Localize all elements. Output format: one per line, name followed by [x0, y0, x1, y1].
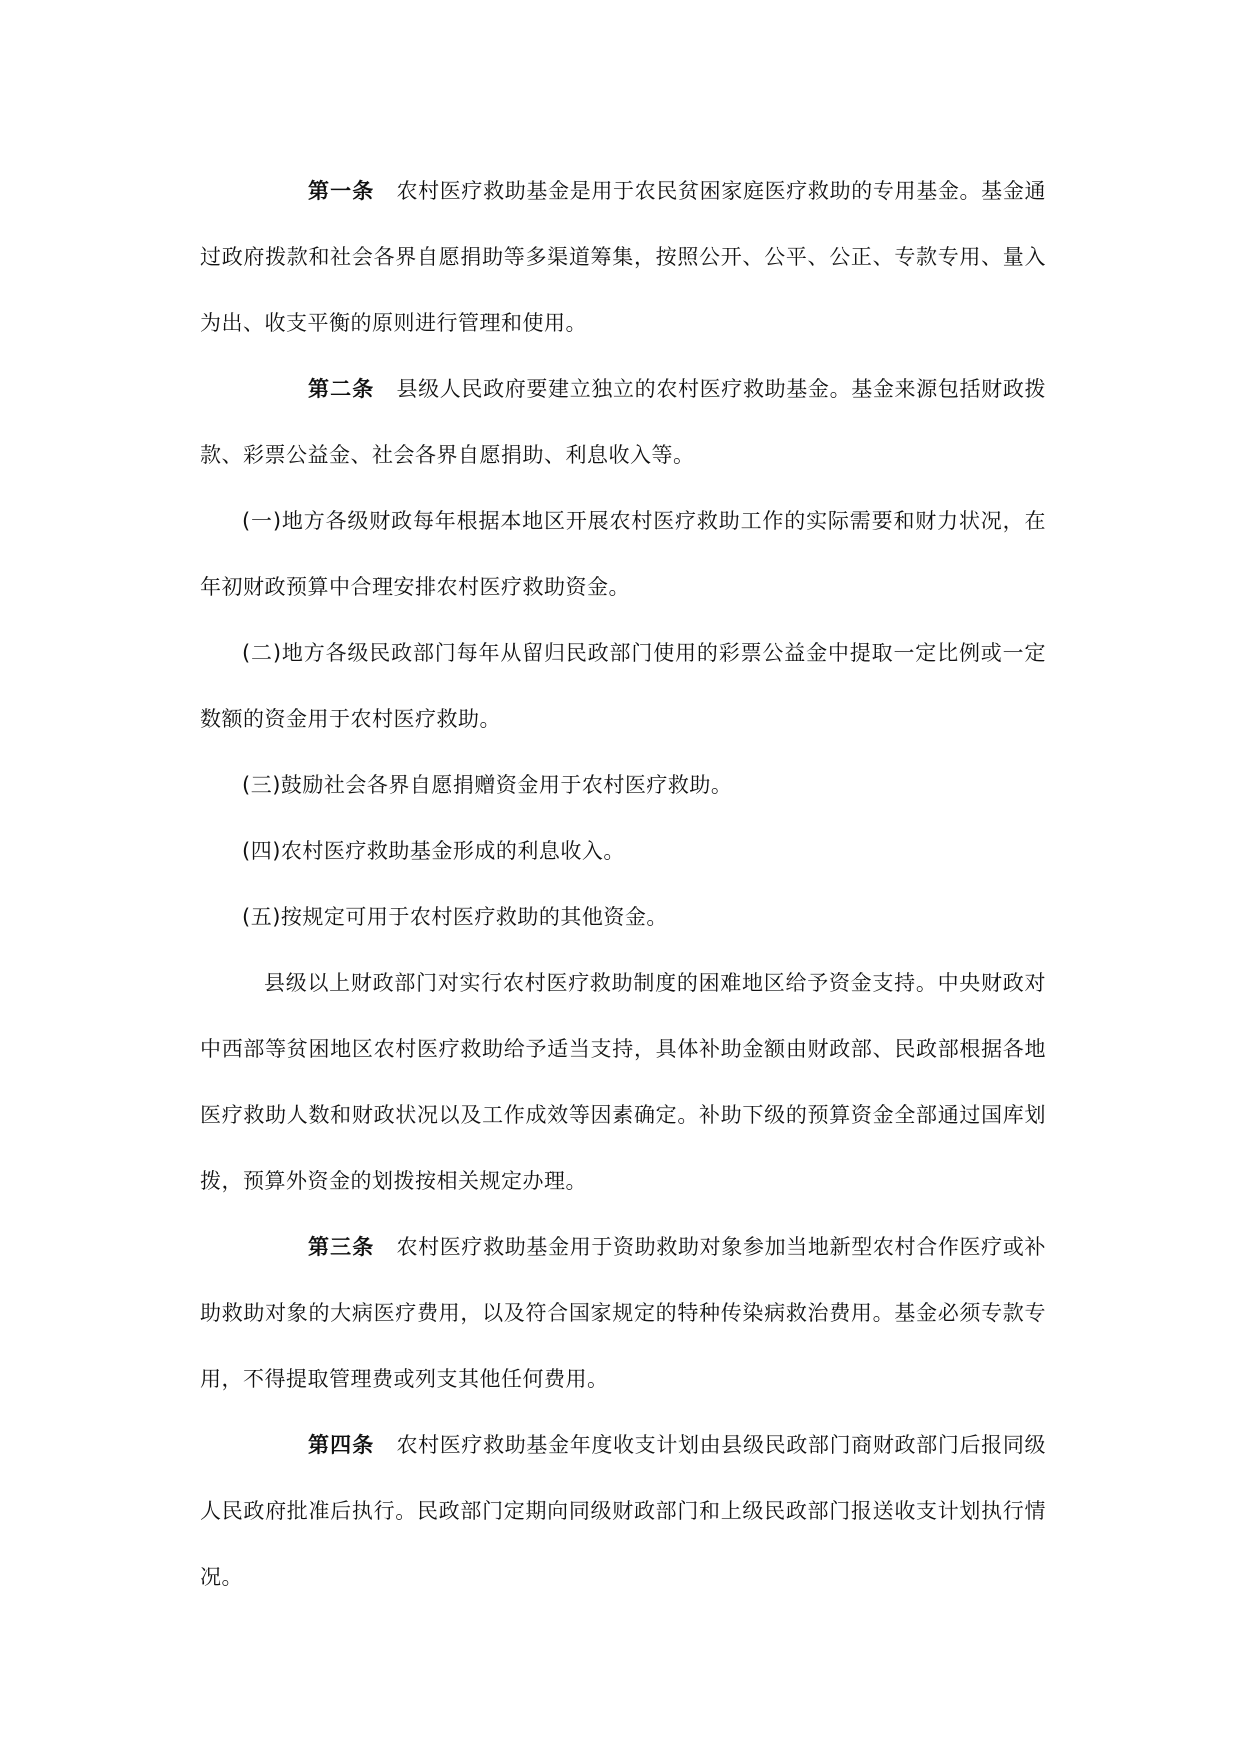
document-page — [200, 158, 1046, 1610]
article-text: 农村医疗救助基金年度收支计划由县级民政部门商财政部门后报同级人民政府批准后执行。民政部门定期向同级财政部门和上级民政部门报送收支计划执行情况。 — [200, 1433, 1046, 1589]
article-number: 第一条 — [308, 179, 375, 203]
fund-source-item: (一)地方各级财政每年根据本地区开展农村医疗救助工作的实际需要和财力状况，在年初财政预算中合理安排农村医疗救助资金。 — [200, 509, 1046, 599]
article-text: 农村医疗救助基金是用于农民贫困家庭医疗救助的专用基金。基金通过政府拨款和社会各界自愿捐助等多渠道筹集，按照公开、公平、公正、专款专用、量入为出、收支平衡的原则进行管理和使用。 — [200, 179, 1046, 335]
article-1 — [200, 158, 1046, 356]
fund-source-item: (四)农村医疗救助基金形成的利息收入。 — [242, 839, 625, 863]
article-2 — [200, 356, 1046, 488]
fund-source-item: (三)鼓励社会各界自愿捐赠资金用于农村医疗救助。 — [242, 773, 733, 797]
article-4 — [200, 1412, 1046, 1610]
article-2-closing-paragraph: 县级以上财政部门对实行农村医疗救助制度的困难地区给予资金支持。中央财政对中西部等贫困地区农村医疗救助给予适当支持，具体补助金额由财政部、民政部根据各地医疗救助人数和财政状况以及工作成效等因素确定。补助下级的预算资金全部通过国库划拨，预算外资金的划拨按相关规定办理。 — [200, 971, 1046, 1193]
article-text: 农村医疗救助基金用于资助救助对象参加当地新型农村合作医疗或补助救助对象的大病医疗费用，以及符合国家规定的特种传染病救治费用。基金必须专款专用，不得提取管理费或列支其他任何费用。 — [200, 1235, 1046, 1391]
fund-source-item: (五)按规定可用于农村医疗救助的其他资金。 — [242, 905, 668, 929]
article-text: 县级人民政府要建立独立的农村医疗救助基金。基金来源包括财政拨款、彩票公益金、社会各界自愿捐助、利息收入等。 — [200, 377, 1046, 467]
fund-source-item: (二)地方各级民政部门每年从留归民政部门使用的彩票公益金中提取一定比例或一定数额的资金用于农村医疗救助。 — [200, 641, 1046, 731]
article-number: 第四条 — [308, 1433, 375, 1457]
article-number: 第三条 — [308, 1235, 375, 1259]
article-number: 第二条 — [308, 377, 375, 401]
article-3 — [200, 1214, 1046, 1412]
